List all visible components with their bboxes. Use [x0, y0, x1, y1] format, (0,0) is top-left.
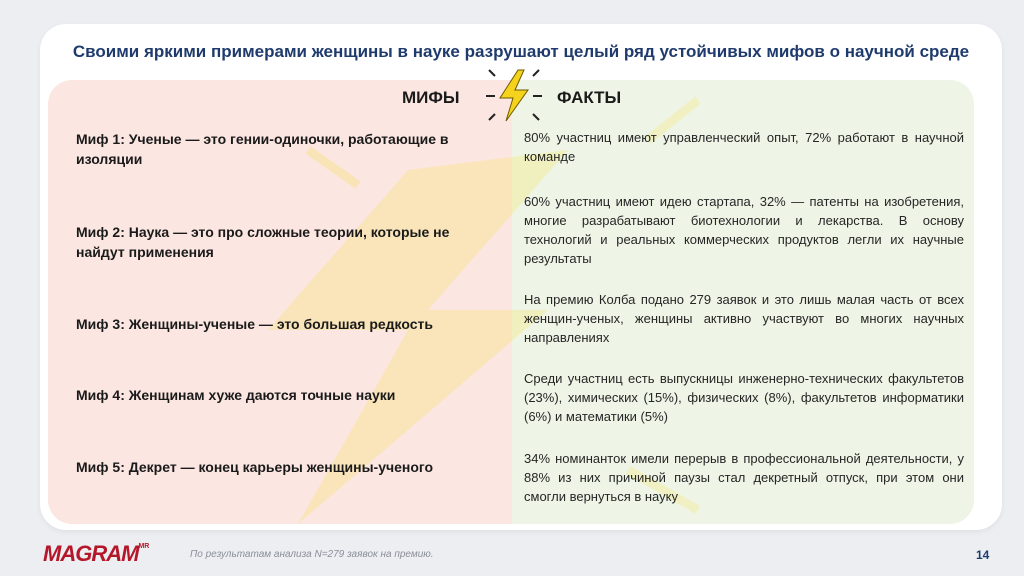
footer-note: По результатам анализа N=279 заявок на премию. [190, 549, 434, 560]
myth-item-2: Миф 2: Наука — это про сложные теории, которые не найдут применения [76, 224, 450, 260]
lightning-bolt-icon [484, 66, 544, 124]
fact-item-4: Среди участниц есть выпускницы инженерно-технических факультетов (23%), химических (15%), физических (8%), факультетов информатики (6%) и математики (5%) [524, 371, 964, 424]
myth-item-4: Миф 4: Женщинам хуже даются точные науки [76, 387, 396, 403]
fact-item-2: 60% участниц имеют идею стартапа, 32% — патенты на изобретения, многие разрабатывают биотехнологии и лекарства. В основу технологий и реальных коммерческих продуктов легли их научные результаты [524, 194, 964, 266]
page-number: 14 [976, 548, 990, 562]
facts-header: ФАКТЫ [557, 88, 622, 107]
myth-item-5: Миф 5: Декрет — конец карьеры женщины-ученого [76, 459, 434, 475]
myths-header: МИФЫ [402, 88, 460, 107]
magram-logo [43, 541, 149, 567]
myth-item-3: Миф 3: Женщины-ученые — это большая редкость [76, 316, 433, 332]
fact-item-5: 34% номинанток имели перерыв в профессиональной деятельности, у 88% из них причиной паузы стал декретный отпуск, при этом они смогли вернуться в науку [524, 451, 964, 504]
slide-title: Своими яркими примерами женщины в науке разрушают целый ряд устойчивых мифов о научной среде [72, 42, 970, 61]
fact-item-1: 80% участниц имеют управленческий опыт, 72% работают в научной команде [524, 130, 964, 164]
logo-superscript: MR [138, 543, 150, 550]
fact-item-3: На премию Колба подано 279 заявок и это лишь малая часть от всех женщин-ученых, женщины активно участвуют во многих научных направлениях [524, 292, 964, 345]
logo-text: MAGRAM [43, 541, 139, 566]
myth-item-1: Миф 1: Ученые — это гении-одиночки, работающие в изоляции [76, 131, 449, 167]
